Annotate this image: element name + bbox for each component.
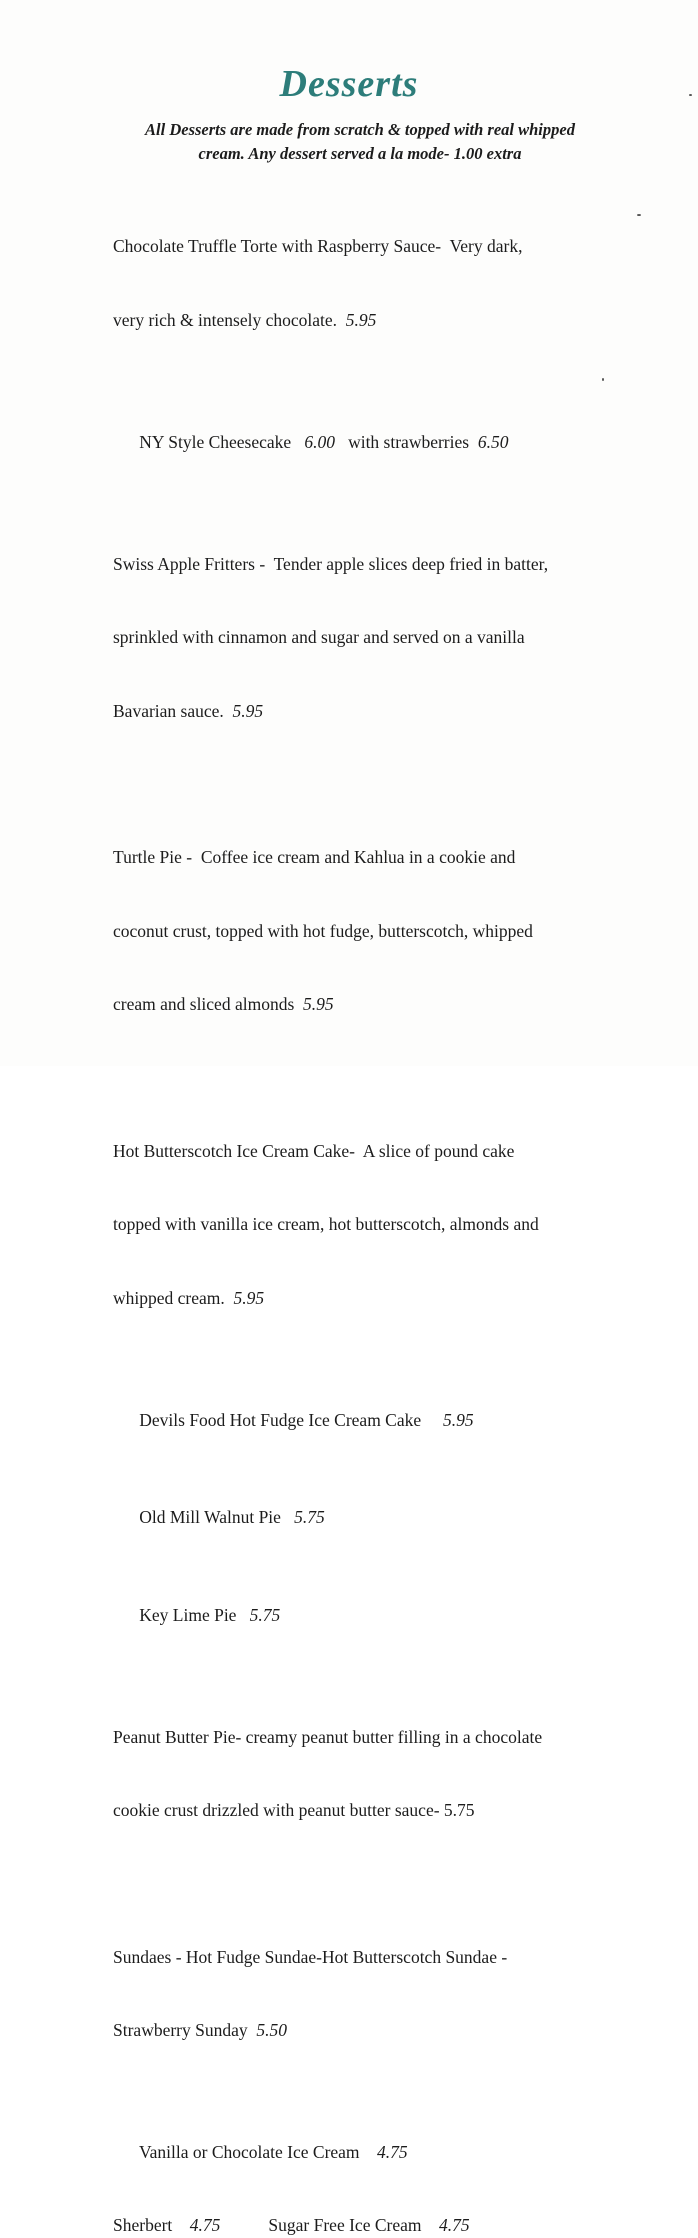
item-line: Sundaes - Hot Fudge Sundae-Hot Butterscotch Sundae - xyxy=(113,1946,508,1967)
menu-item-sugar-free-ice-cream xyxy=(268,2213,469,2238)
item-line-text: cream and sliced almonds xyxy=(113,994,304,1014)
menu-item-old-mill-walnut-pie xyxy=(113,1481,633,1555)
item-price: 4.75 xyxy=(438,2215,470,2235)
item-line: Swiss Apple Fritters - Tender apple slices deep fried in batter, xyxy=(113,553,549,574)
item-price: 5.75 xyxy=(294,1507,325,1527)
item-line: Turtle Pie - Coffee ice cream and Kahlua in a cookie and xyxy=(113,847,516,867)
menu-item-turtle-pie xyxy=(113,796,633,1066)
item-line-text: very rich & intensely chocolate. xyxy=(113,309,346,330)
item-line: topped with vanilla ice cream, hot butterscotch, almonds and xyxy=(113,1214,539,1234)
menu-item-chocolate-truffle-torte xyxy=(113,185,633,381)
item-price: 5.95 xyxy=(233,1287,265,1308)
item-line xyxy=(113,1286,633,1311)
menu-item-hot-butterscotch-cake xyxy=(113,1090,633,1360)
item-price: 6.00 xyxy=(304,431,335,452)
menu-item-sundaes xyxy=(113,1896,633,2092)
item-price: 5.95 xyxy=(443,1409,474,1430)
item-name: Sugar Free Ice Cream xyxy=(268,2215,439,2235)
menu-note xyxy=(110,118,610,166)
item-line xyxy=(113,308,633,333)
menu-item-sherbert-row xyxy=(113,2213,633,2238)
item-extra-price: 6.50 xyxy=(477,431,509,452)
item-price: 4.75 xyxy=(377,2142,408,2162)
item-line xyxy=(113,992,633,1017)
item-line-text: Strawberry Sunday xyxy=(113,2020,257,2040)
item-line-text: Bavarian sauce. xyxy=(113,700,233,721)
item-price: 5.50 xyxy=(256,2020,288,2040)
item-line: cookie crust drizzled with peanut butter sauce- 5.75 xyxy=(113,1800,475,1820)
scan-speck xyxy=(689,94,692,96)
scan-speck xyxy=(637,214,641,216)
menu-item-key-lime-pie xyxy=(113,1578,633,1652)
menu-item-devils-food-cake xyxy=(113,1383,633,1457)
item-price: 5.95 xyxy=(345,309,377,330)
scan-speck xyxy=(602,378,604,381)
item-name: Sherbert xyxy=(113,2215,190,2235)
dessert-list xyxy=(113,185,633,2238)
item-price: 5.95 xyxy=(232,700,264,721)
menu-item-ny-cheesecake xyxy=(113,405,633,479)
item-name: Key Lime Pie xyxy=(139,1604,250,1625)
item-name: Vanilla or Chocolate Ice Cream xyxy=(138,2142,378,2162)
menu-item-sherbert xyxy=(113,2213,220,2238)
item-name: Old Mill Walnut Pie xyxy=(139,1507,295,1527)
menu-note-line-1: All Desserts are made from scratch & topped with real whipped xyxy=(145,120,575,139)
page-title: Desserts xyxy=(279,63,419,105)
menu-item-ice-cream xyxy=(113,2116,633,2190)
item-line: coconut crust, topped with hot fudge, butterscotch, whipped xyxy=(113,920,533,941)
item-line: Peanut Butter Pie- creamy peanut butter filling in a chocolate xyxy=(113,1726,543,1747)
item-line xyxy=(113,699,633,724)
item-price: 5.95 xyxy=(303,994,334,1014)
menu-item-swiss-apple-fritters xyxy=(113,503,633,773)
item-name: NY Style Cheesecake xyxy=(139,431,305,452)
menu-item-peanut-butter-pie xyxy=(113,1676,633,1872)
item-line: Hot Butterscotch Ice Cream Cake- A slice of pound cake xyxy=(113,1140,515,1161)
menu-note-line-2: cream. Any dessert served a la mode- 1.00 extra xyxy=(198,144,522,163)
item-extra: with strawberries xyxy=(334,431,478,452)
item-name: Devils Food Hot Fudge Ice Cream Cake xyxy=(139,1409,444,1430)
item-line-text: whipped cream. xyxy=(113,1287,234,1308)
item-price: 5.75 xyxy=(249,1604,281,1625)
item-line xyxy=(113,2018,633,2043)
item-price: 4.75 xyxy=(189,2215,221,2235)
item-line: sprinkled with cinnamon and sugar and served on a vanilla xyxy=(113,627,525,647)
item-line: Chocolate Truffle Torte with Raspberry Sauce- Very dark, xyxy=(113,236,523,256)
